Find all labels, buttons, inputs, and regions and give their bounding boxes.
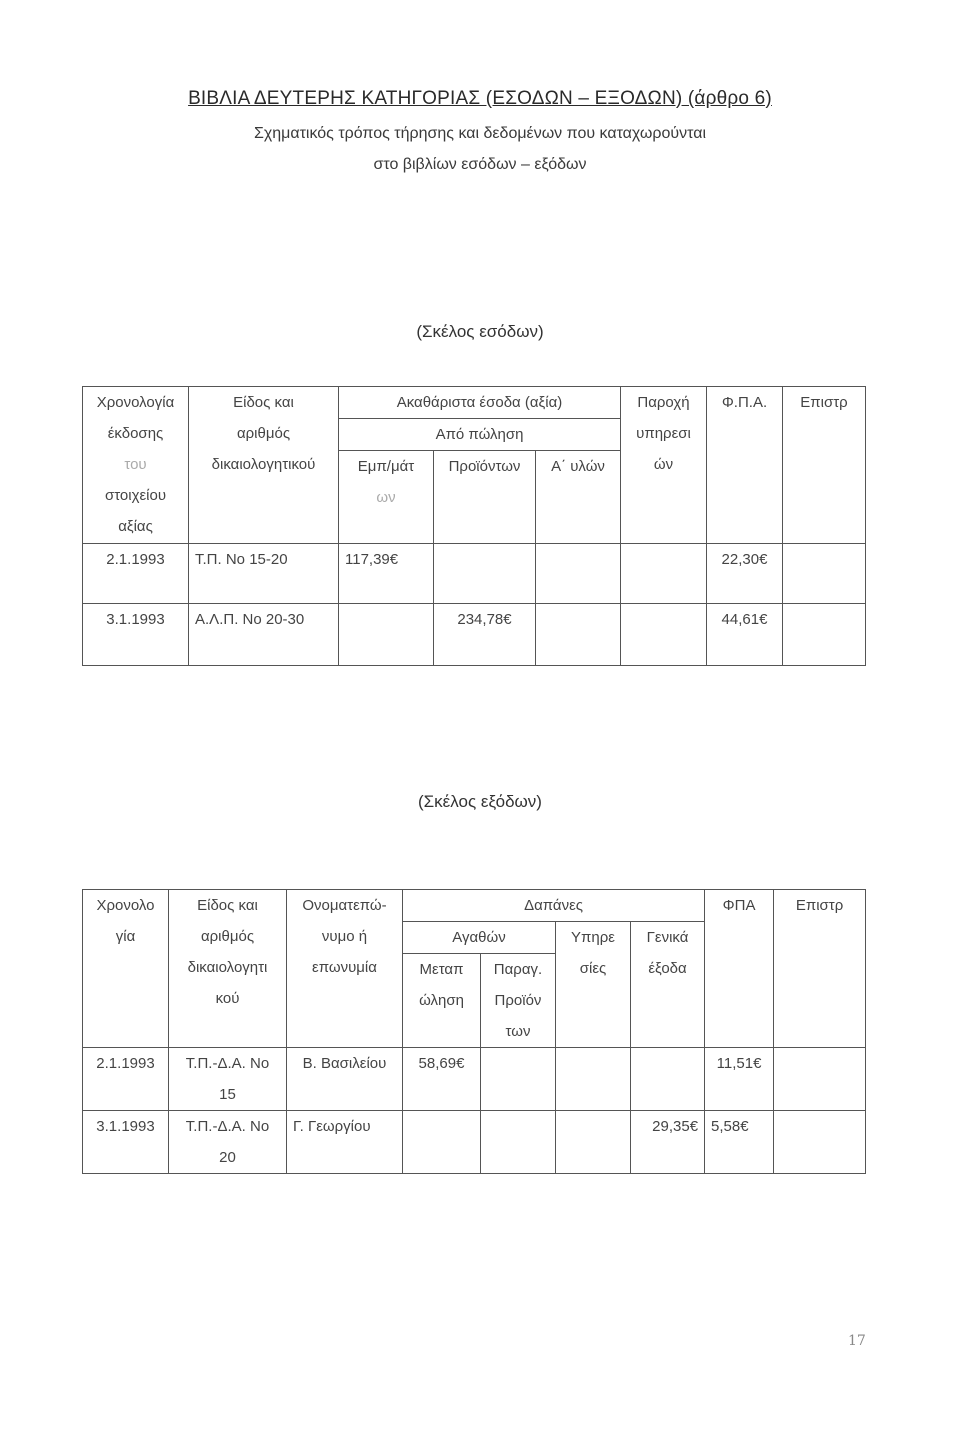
income-row-1-products [434,544,536,604]
expense-row-2-services [556,1111,631,1174]
expense-row-1-refund [774,1048,866,1111]
expense-section-title: (Σκέλος εξόδων) [418,792,542,811]
table-row [83,604,866,666]
income-row-2-products: 234,78€ [434,604,536,666]
income-row-1-services [621,544,707,604]
income-row-1-merchandise: 117,39€ [339,544,434,604]
expense-row-1-general [631,1048,705,1111]
income-header-gross-income: Ακαθάριστα έσοδα (αξία) [339,387,621,419]
income-row-2-date: 3.1.1993 [83,604,189,666]
expense-header-services: Υπηρε σίες [556,922,631,1048]
income-row-2-document: Α.Λ.Π. Νο 20-30 [189,604,339,666]
income-row-1-date: 2.1.1993 [83,544,189,604]
income-row-2-refund [783,604,866,666]
expense-header-date: Χρονολο γία [83,890,169,1048]
expense-header-refund: Επιστρ [774,890,866,1048]
income-row-2-services [621,604,707,666]
income-section-title: (Σκέλος εσόδων) [416,322,544,341]
expense-row-2-production [481,1111,556,1174]
expense-row-1-date: 2.1.1993 [83,1048,169,1111]
income-row-1-vat: 22,30€ [707,544,783,604]
subtitle-line-2: στο βιβλίων εσόδων – εξόδων [373,156,587,173]
expense-row-1-document: Τ.Π.-Δ.Α. Νο 15 [169,1048,287,1111]
expense-row-2-name: Γ. Γεωργίου [287,1111,403,1174]
income-row-2-raw [536,604,621,666]
income-row-2-vat: 44,61€ [707,604,783,666]
expense-header-resale: Μεταπ ώληση [403,954,481,1048]
expense-row-2-vat: 5,58€ [705,1111,774,1174]
income-header-date: Χρονολογία έκδοσης του στοιχείου αξίας [83,387,189,544]
expense-row-1-production [481,1048,556,1111]
expense-header-goods: Αγαθών [403,922,556,954]
income-row-1-document: Τ.Π. Νο 15-20 [189,544,339,604]
income-header-from-sale: Από πώληση [339,419,621,451]
expense-row-2-date: 3.1.1993 [83,1111,169,1174]
expense-row-1-resale: 58,69€ [403,1048,481,1111]
expense-table [82,889,866,1174]
table-row [83,1048,866,1111]
table-row [83,1111,866,1174]
income-header-vat: Φ.Π.Α. [707,387,783,544]
page-number: 17 [848,1333,866,1349]
expense-header-document: Είδος και αριθμός δικαιολογητι κού [169,890,287,1048]
income-header-products: Προϊόντων [434,451,536,544]
income-row-1-refund [783,544,866,604]
expense-header-name: Ονοματεπώ- νυμο ή επωνυμία [287,890,403,1048]
expense-row-2-document: Τ.Π.-Δ.Α. Νο 20 [169,1111,287,1174]
expense-row-1-services [556,1048,631,1111]
income-header-merchandise: Εμπ/μάτ ων [339,451,434,544]
expense-row-1-name: Β. Βασιλείου [287,1048,403,1111]
income-row-1-raw [536,544,621,604]
income-header-document: Είδος και αριθμός δικαιολογητικού [189,387,339,544]
expense-header-vat: ΦΠΑ [705,890,774,1048]
expense-row-2-general: 29,35€ [631,1111,705,1174]
income-header-raw-materials: Α΄ υλών [536,451,621,544]
expense-row-2-resale [403,1111,481,1174]
expense-row-1-vat: 11,51€ [705,1048,774,1111]
income-header-refund: Επιστρ [783,387,866,544]
table-row [83,544,866,604]
expense-header-expenses: Δαπάνες [403,890,705,922]
income-row-2-merchandise [339,604,434,666]
expense-row-2-refund [774,1111,866,1174]
expense-header-general: Γενικά έξοδα [631,922,705,1048]
page-title: ΒΙΒΛΙΑ ΔΕΥΤΕΡΗΣ ΚΑΤΗΓΟΡΙΑΣ (ΕΣΟΔΩΝ – ΕΞΟΔΩΝ) (άρθρο 6) [188,88,772,109]
income-table [82,386,866,666]
income-header-services: Παροχή υπηρεσι ών [621,387,707,544]
subtitle-line-1: Σχηματικός τρόπος τήρησης και δεδομένων που καταχωρούνται [253,125,707,142]
expense-header-production: Παραγ. Προϊόν των [481,954,556,1048]
